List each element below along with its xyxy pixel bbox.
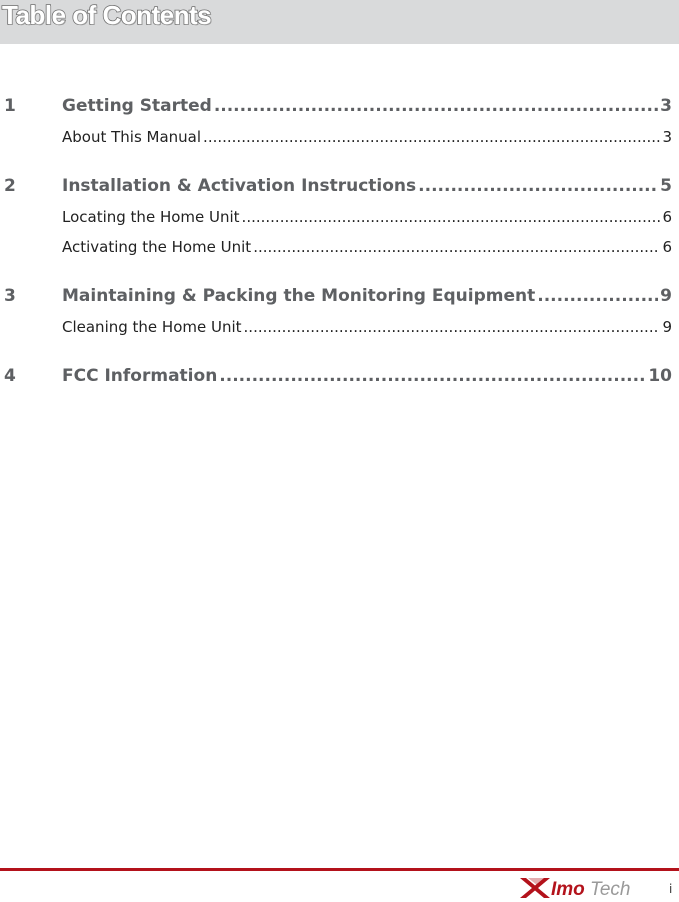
toc-page-number: 3	[660, 96, 672, 116]
toc-page-number: 9	[662, 318, 672, 336]
toc-page-number: 10	[648, 366, 672, 386]
toc-number: 2	[4, 176, 16, 196]
footer-divider	[0, 868, 679, 871]
toc-page-number: 9	[660, 286, 672, 306]
toc-dot-leader	[537, 286, 658, 306]
elmotech-logo	[518, 874, 658, 902]
toc-number: 1	[4, 96, 16, 116]
toc-page-number: 6	[662, 208, 672, 226]
toc-entry-chapter-4[interactable]	[0, 366, 672, 386]
toc-entry-about-this-manual[interactable]	[0, 128, 672, 146]
toc-dot-leader	[242, 208, 661, 226]
toc-page-number: 3	[662, 128, 672, 146]
toc-title: Cleaning the Home Unit	[62, 318, 242, 336]
toc-title: Locating the Home Unit	[62, 208, 240, 226]
toc-number: 3	[4, 286, 16, 306]
toc-dot-leader	[214, 96, 658, 116]
toc-title: Maintaining & Packing the Monitoring Equipment	[62, 286, 536, 306]
toc-entry-activating-home-unit[interactable]	[0, 238, 672, 256]
toc-dot-leader	[244, 318, 661, 336]
toc-page-number: 5	[660, 176, 672, 196]
toc-title: Activating the Home Unit	[62, 238, 252, 256]
toc-title: About This Manual	[62, 128, 202, 146]
toc-entry-chapter-3[interactable]	[0, 286, 672, 306]
toc-dot-leader	[418, 176, 658, 196]
toc-title: Getting Started	[62, 96, 212, 116]
page-number: i	[669, 882, 673, 896]
toc-entry-locating-home-unit[interactable]	[0, 208, 672, 226]
toc-page-number: 6	[662, 238, 672, 256]
toc-title: Installation & Activation Instructions	[62, 176, 417, 196]
svg-text:Tech: Tech	[590, 879, 631, 900]
toc-dot-leader	[253, 238, 660, 256]
toc-dot-leader	[219, 366, 646, 386]
page-title: Table of Contents	[2, 0, 212, 30]
toc-dot-leader	[203, 128, 660, 146]
toc-entry-chapter-2[interactable]	[0, 176, 672, 196]
toc-title: FCC Information	[62, 366, 218, 386]
toc-number: 4	[4, 366, 16, 386]
toc-entry-cleaning-home-unit[interactable]	[0, 318, 672, 336]
toc-entry-chapter-1[interactable]	[0, 96, 672, 116]
svg-text:Imo: Imo	[551, 879, 585, 900]
